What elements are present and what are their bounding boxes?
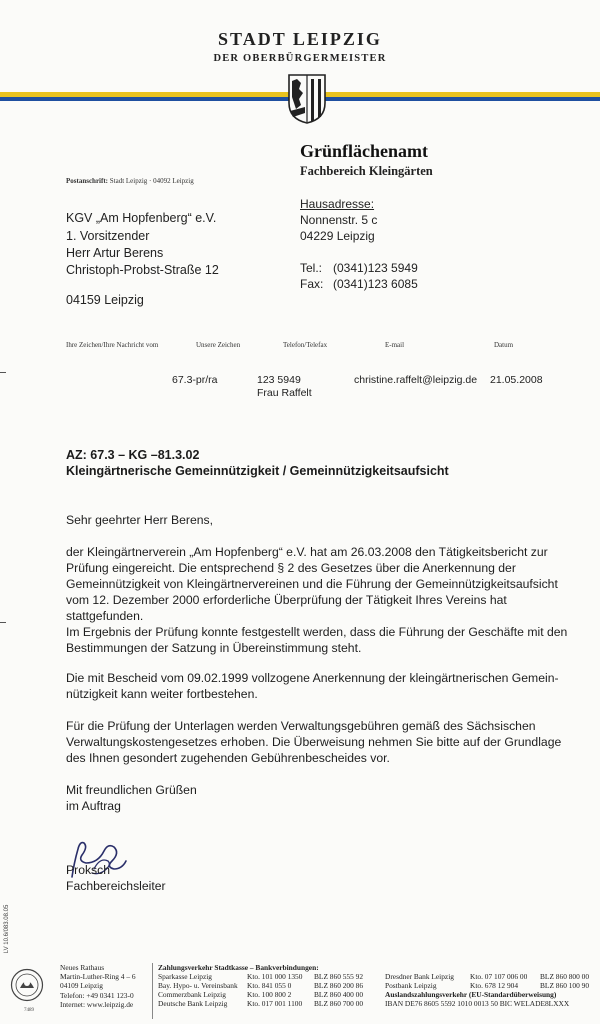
tel-number: (0341)123 5949	[333, 261, 418, 275]
footer-address-line: 04109 Leipzig	[60, 981, 103, 991]
fold-mark	[0, 372, 6, 373]
body-line: Im Ergebnis der Prüfung konnte festgestellt werden, dass die Führung der Geschäfte mit den	[66, 625, 568, 639]
ref-header-email: E-mail	[385, 341, 405, 349]
footer-address-line: Telefon: +49 0341 123-0	[60, 990, 134, 1000]
recipient-line: 1. Vorsitzender	[66, 229, 150, 243]
recipient-postcode: 04159 Leipzig	[66, 293, 144, 307]
closing-on-behalf: im Auftrag	[66, 799, 121, 813]
body-line: Prüfung eingereicht. Die entsprechend § 2 des Gesetzes über die Anerkennung der	[66, 561, 516, 575]
bank-code: BLZ 860 400 00	[314, 990, 364, 999]
seal-number: 7489	[24, 1008, 34, 1013]
bank-title: Zahlungsverkehr Stadtkasse – Bankverbindungen:	[158, 963, 319, 972]
bank-code: BLZ 860 555 92	[314, 972, 364, 981]
recipient-line: KGV „Am Hopfenberg“ e.V.	[66, 211, 217, 225]
ref-our-ref: 67.3-pr/ra	[172, 374, 218, 386]
signer-title: Fachbereichsleiter	[66, 879, 166, 893]
body-line: stattgefunden.	[66, 609, 144, 623]
ref-date: 21.05.2008	[490, 374, 543, 386]
ref-contact: Frau Raffelt	[257, 387, 312, 399]
city-name: STADT LEIPZIG	[218, 29, 382, 49]
body-line: Die mit Bescheid vom 09.02.1999 vollzogene Anerkennung der kleingärtnerischen Gemein-	[66, 671, 559, 685]
bank-name: Commerzbank Leipzig	[158, 990, 226, 999]
postal-value: Stadt Leipzig · 04092 Leipzig	[109, 177, 194, 185]
body-line: Bestimmungen der Satzung in Übereinstimmung steht.	[66, 641, 362, 655]
ref-header-our-ref: Unsere Zeichen	[196, 341, 241, 349]
footer-address-line: Internet: www.leipzig.de	[60, 999, 134, 1009]
body-line: des Ihnen gesondert zugehenden Gebührenbescheides vor.	[66, 751, 390, 765]
tel-label: Tel.:	[300, 261, 323, 275]
body-line: nützigkeit kann weiter fortbestehen.	[66, 687, 258, 701]
ref-header-your-ref: Ihre Zeichen/Ihre Nachricht vom	[66, 341, 159, 349]
house-address-title: Hausadresse:	[300, 197, 375, 211]
house-street: Nonnenstr. 5 c	[300, 213, 378, 227]
footer-address-line: Neues Rathaus	[60, 963, 105, 972]
closing-greeting: Mit freundlichen Grüßen	[66, 783, 197, 797]
body-line: Gemeinnützigkeit von Kleingärtnervereinen und die Führung der Gemeinnützigkeitsaufsicht	[66, 577, 558, 591]
postal-address	[66, 177, 194, 185]
recipient-line: Christoph-Probst-Straße 12	[66, 263, 219, 277]
foreign-payment-title: Auslandszahlungsverkehr (EU-Standardüberweisung)	[385, 990, 557, 999]
ref-email: christine.raffelt@leipzig.de	[354, 374, 478, 386]
fax-label: Fax:	[300, 277, 324, 291]
recipient-line: Herr Artur Berens	[66, 246, 164, 260]
ref-phone: 123 5949	[257, 374, 301, 386]
bank-name: Sparkasse Leipzig	[158, 972, 212, 981]
iban-bic: IBAN DE76 8605 5592 1010 0013 50 BIC WELADE8LXXX	[385, 999, 570, 1008]
footer-address	[60, 963, 136, 1009]
leipzig-crest-icon	[287, 73, 327, 125]
bank-code: BLZ 860 100 90	[540, 981, 590, 990]
subdepartment-name: Fachbereich Kleingärten	[300, 164, 433, 178]
bank-account: Kto. 017 001 1100	[247, 999, 303, 1008]
bank-name: Postbank Leipzig	[385, 981, 437, 990]
subject-line: Kleingärtnerische Gemeinnützigkeit / Gemeinnützigkeitsaufsicht	[66, 464, 449, 478]
ref-header-date: Datum	[494, 341, 514, 349]
bank-account: Kto. 100 800 2	[247, 990, 292, 999]
bank-account: Kto. 101 000 1350	[247, 972, 303, 981]
ref-header-phone: Telefon/Telefax	[283, 341, 328, 349]
form-code-text: LV 10.6/083.08.05	[4, 904, 10, 954]
bank-code: BLZ 860 800 00	[540, 972, 590, 981]
form-code	[0, 895, 14, 963]
file-reference: AZ: 67.3 – KG –81.3.02	[66, 448, 200, 462]
signer-name: Proksch	[66, 863, 111, 877]
bank-code: BLZ 860 200 86	[314, 981, 364, 990]
bank-account: Kto. 07 107 006 00	[470, 972, 528, 981]
department-name: Grünflächenamt	[300, 141, 428, 161]
footer-address-line: Martin-Luther-Ring 4 – 6	[60, 972, 136, 982]
bank-account: Kto. 678 12 904	[470, 981, 519, 990]
body-line: Für die Prüfung der Unterlagen werden Verwaltungsgebühren gemäß des Sächsischen	[66, 719, 536, 733]
bank-code: BLZ 860 700 00	[314, 999, 364, 1008]
mayor-title: DER OBERBÜRGERMEISTER	[213, 53, 387, 64]
body-line: Verwaltungskostengesetzes erhoben. Die Überweisung nehmen Sie bitte auf der Grundlage	[66, 735, 562, 749]
house-city: 04229 Leipzig	[300, 229, 375, 243]
body-line: vom 12. Dezember 2000 erforderliche Überprüfung der Tätigkeit Ihres Vereins hat	[66, 593, 507, 607]
footer-divider	[152, 963, 153, 1019]
bank-account: Kto. 841 055 0	[247, 981, 292, 990]
bank-name: Deutsche Bank Leipzig	[158, 999, 228, 1008]
body-line: der Kleingärtnerverein „Am Hopfenberg“ e.V. hat am 26.03.2008 den Tätigkeitsbericht zur	[66, 545, 548, 559]
salutation: Sehr geehrter Herr Berens,	[66, 513, 213, 527]
postal-label: Postanschrift:	[66, 177, 108, 185]
bank-name: Dresdner Bank Leipzig	[385, 972, 454, 981]
bank-name: Bay. Hypo- u. Vereinsbank	[158, 981, 238, 990]
eco-seal-icon	[10, 968, 44, 1002]
fax-number: (0341)123 6085	[333, 277, 418, 291]
fold-mark	[0, 622, 6, 623]
